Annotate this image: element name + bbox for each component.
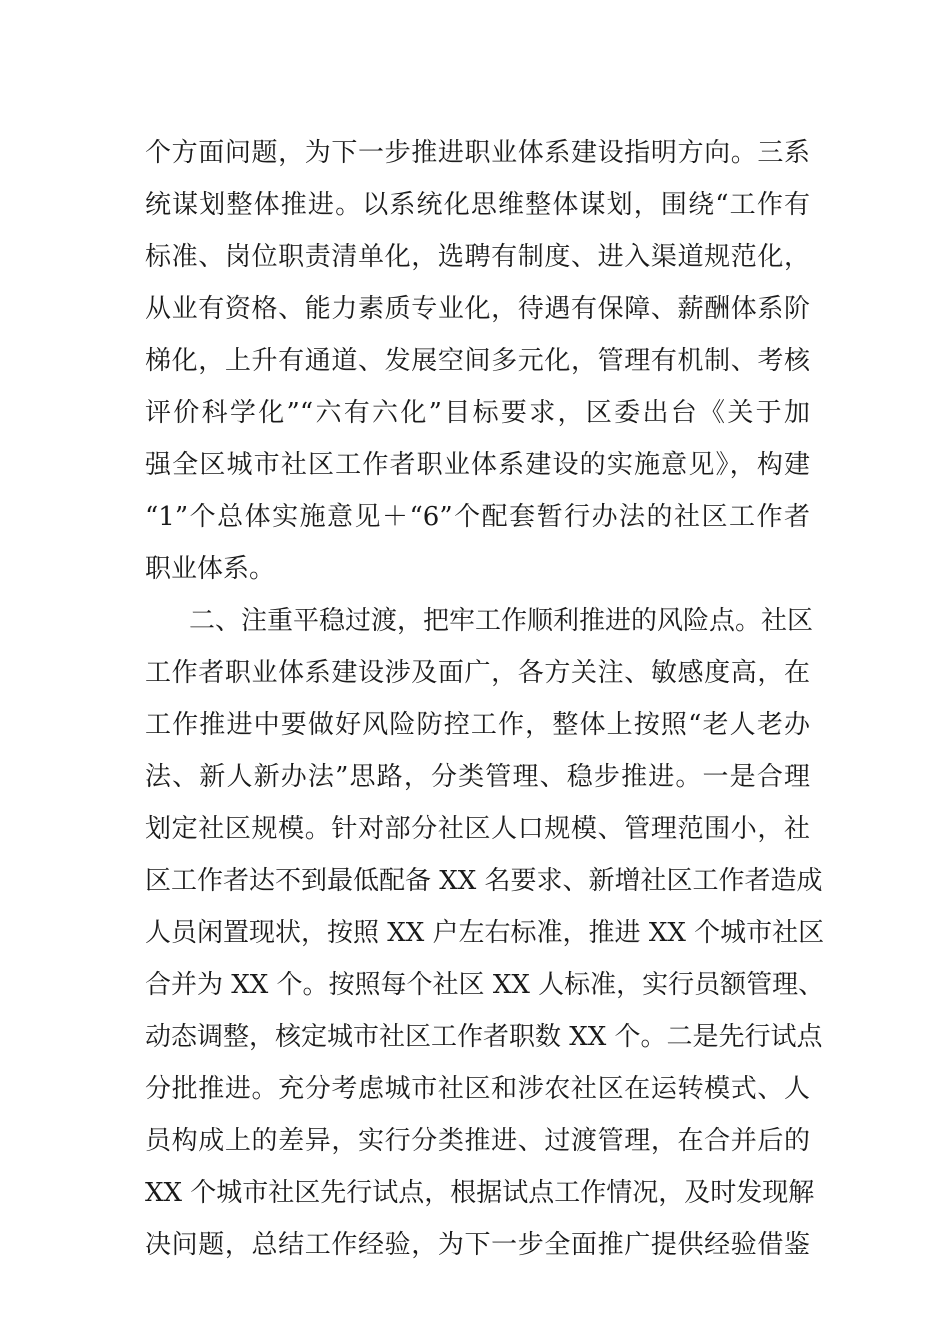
- text-line: 分批推进。充分考虑城市社区和涉农社区在运转模式、人: [145, 1074, 810, 1104]
- text-line: 员构成上的差异，实行分类推进、过渡管理，在合并后的: [145, 1126, 810, 1156]
- text-line: 划定社区规模。针对部分社区人口规模、管理范围小，社: [145, 814, 810, 844]
- text-line: 法、新人新办法”思路，分类管理、稳步推进。一是合理: [145, 762, 810, 792]
- text-line: 从业有资格、能力素质专业化，待遇有保障、薪酬体系阶: [145, 294, 810, 324]
- text-line: 区工作者达不到最低配备 XX 名要求、新增社区工作者造成: [145, 866, 823, 896]
- body-text: [145, 127, 825, 1271]
- paragraph-heading-line: 二、注重平稳过渡，把牢工作顺利推进的风险点。社区: [189, 606, 814, 636]
- text-line: 评价科学化”“六有六化”目标要求，区委出台《关于加: [145, 398, 810, 428]
- text-line: 统谋划整体推进。以系统化思维整体谋划，围绕“工作有: [145, 190, 810, 220]
- text-line: 工作者职业体系建设涉及面广，各方关注、敏感度高，在: [145, 658, 810, 688]
- paragraph-end-line: 职业体系。: [145, 554, 276, 584]
- text-line: 动态调整，核定城市社区工作者职数 XX 个。二是先行试点: [145, 1022, 823, 1052]
- text-line: 梯化，上升有通道、发展空间多元化，管理有机制、考核: [145, 346, 810, 376]
- text-line: 工作推进中要做好风险防控工作，整体上按照“老人老办: [145, 710, 810, 740]
- text-line: XX 个城市社区先行试点，根据试点工作情况，及时发现解: [145, 1178, 815, 1208]
- text-line: 强全区城市社区工作者职业体系建设的实施意见》，构建: [145, 450, 810, 480]
- text-line: “1”个总体实施意见＋“6”个配套暂行办法的社区工作者: [145, 502, 810, 532]
- text-line: 合并为 XX 个。按照每个社区 XX 人标准，实行员额管理、: [145, 970, 825, 1000]
- text-line: 决问题，总结工作经验，为下一步全面推广提供经验借鉴: [145, 1230, 810, 1260]
- text-line: 人员闲置现状，按照 XX 户左右标准，推进 XX 个城市社区: [145, 918, 825, 948]
- text-line: 标准、岗位职责清单化，选聘有制度、进入渠道规范化，: [145, 242, 810, 272]
- text-line: 个方面问题，为下一步推进职业体系建设指明方向。三系: [145, 138, 810, 168]
